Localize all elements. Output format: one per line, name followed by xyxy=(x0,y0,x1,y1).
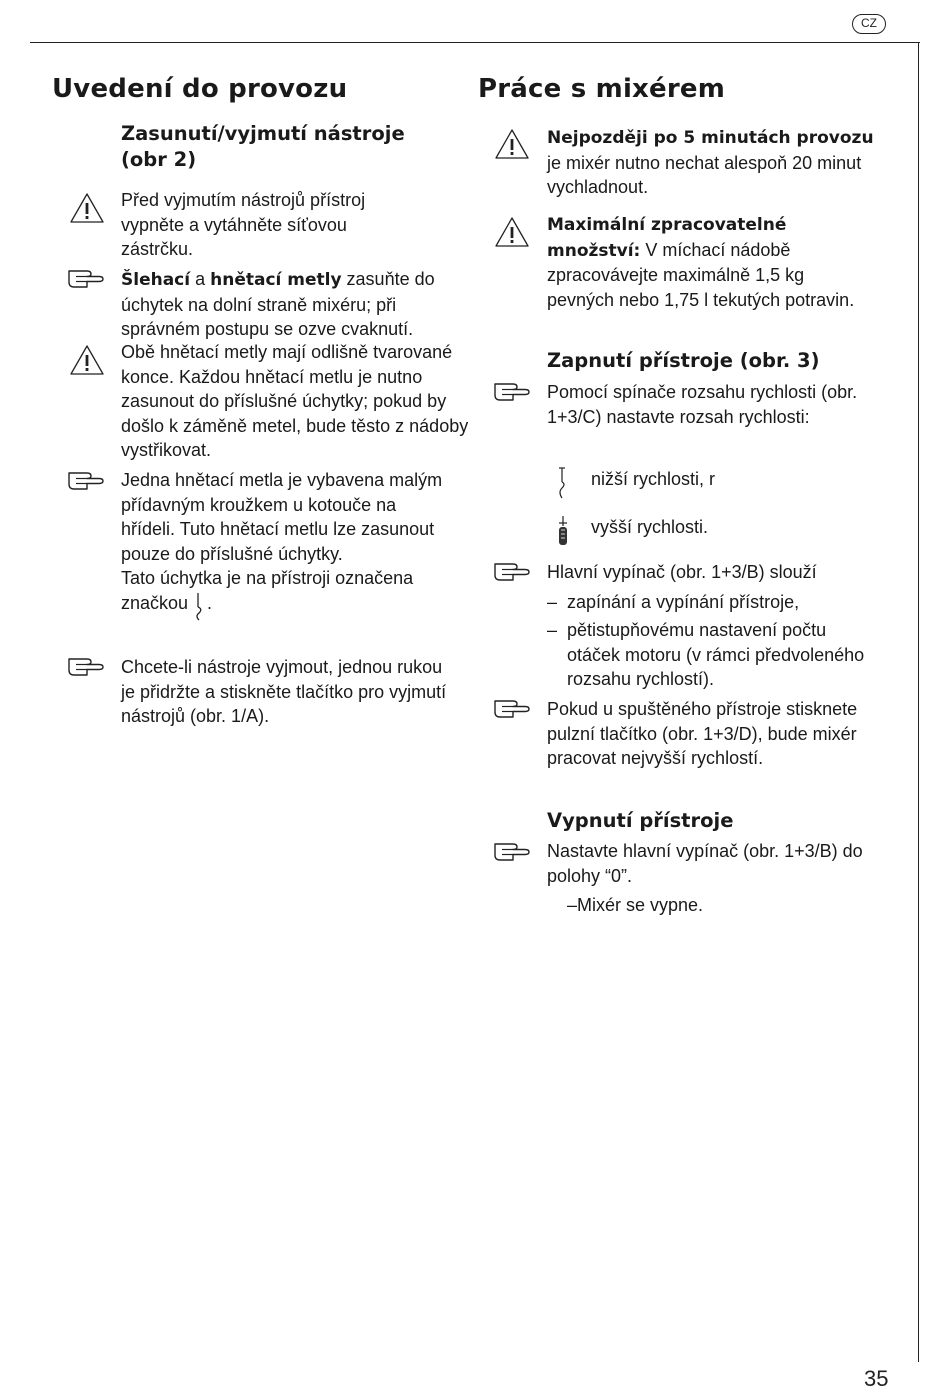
warning-remove-tools xyxy=(121,188,421,262)
right-rule xyxy=(918,42,919,1362)
hook-symbol-icon xyxy=(193,591,207,621)
step-pulse-button xyxy=(547,697,892,771)
step-text: Jedna hnětací metla je vybavena malým přídavným kroužkem u kotouče na hřídeli. Tuto hnětací metlu lze zasunout pouze do příslušné úchytky. xyxy=(121,470,443,564)
pointing-hand-icon xyxy=(492,561,532,583)
dough-hook-symbol-icon xyxy=(556,514,570,548)
step-main-switch xyxy=(547,560,887,585)
speed-option-high xyxy=(591,515,841,540)
subsection-title-zapnuti: Zapnutí přístroje (obr. 3) xyxy=(547,349,820,372)
section-title-uvedeni: Uvedení do provozu xyxy=(52,74,348,104)
step-text: Pomocí spínače rozsahu rychlosti (obr. 1+3/C) nastavte rozsah rychlosti: xyxy=(547,382,858,427)
step-text: Pokud u spuštěného přístroje stisknete pulzní tlačítko (obr. 1+3/D), bude mixér pracovat nejvyšší rychlostí. xyxy=(547,699,858,768)
whisk-symbol-icon xyxy=(556,466,570,500)
step-hook-with-ring: Jedna hnětací metla je vybavena malým přídavným kroužkem u kotouče na hřídeli. Tuto hnětací metlu lze zasunout pouze do příslušné úchytky. Tato úchytka je na přístroji označena značkou . xyxy=(121,468,451,621)
warning-triangle-icon xyxy=(69,192,105,224)
speed-option-low xyxy=(591,467,841,492)
step-switch-off xyxy=(547,839,892,888)
step-insert-beaters: Šlehací a hnětací metly zasuňte do úchytek na dolní straně mixéru; při správném postupu se ozve cvaknutí. xyxy=(121,269,435,339)
speed-option-text: vyšší rychlosti. xyxy=(591,517,709,537)
step-text: Chcete-li nástroje vyjmout, jednou rukou je přidržte a stiskněte tlačítko pro vyjmutí nástrojů (obr. 1/A). xyxy=(121,657,447,726)
top-rule xyxy=(30,42,920,43)
subsection-title-zasunuti: Zasunutí/vyjmutí nástroje (obr 2) xyxy=(121,122,405,171)
warning-different-hooks xyxy=(121,340,471,463)
step-text: Hlavní vypínač (obr. 1+3/B) slouží xyxy=(547,562,817,582)
warning-text: Obě hnětací metly mají odlišně tvarované konce. Každou hnětací metlu je nutno zasunout do příslušné úchytky; pokud by došlo k záměně metel, bude těsto z nádoby vystřikovat. xyxy=(121,342,469,460)
bold-term-5-minutes: Nejpozději po 5 minutách provozu xyxy=(547,128,874,148)
pointing-hand-icon xyxy=(492,698,532,720)
result-text: –Mixér se vypne. xyxy=(567,895,704,915)
pointing-hand-icon xyxy=(66,470,106,492)
warning-triangle-icon xyxy=(69,344,105,376)
speed-option-text: nižší rychlosti, r xyxy=(591,469,716,489)
subsection-title-vypnuti: Vypnutí přístroje xyxy=(547,809,734,832)
pointing-hand-icon xyxy=(492,841,532,863)
page-number: 35 xyxy=(864,1366,889,1391)
warning-triangle-icon xyxy=(494,216,530,248)
list-item: – zapínání a vypínání přístroje, xyxy=(547,592,800,612)
bold-term-max-quantity: Maximální zpracovatelné množství: xyxy=(547,215,787,261)
list-item: – pětistupňovému nastavení počtu otáček motoru (v rámci předvoleného rozsahu rychlostí). xyxy=(547,620,865,689)
bold-term-slehaci: Šlehací xyxy=(121,270,191,290)
step-speed-range xyxy=(547,380,877,429)
warning-cooldown: Nejpozději po 5 minutách provozu je mixér nutno nechat alespoň 20 minut vychladnout. xyxy=(547,128,874,197)
pointing-hand-icon xyxy=(66,268,106,290)
language-badge: CZ xyxy=(852,14,886,34)
step-remove-tools xyxy=(121,655,461,729)
section-title-prace: Práce s mixérem xyxy=(478,74,726,104)
pointing-hand-icon xyxy=(66,656,106,678)
warning-text: Před vyjmutím nástrojů přístroj vypněte a vytáhněte síťovou zástrčku. xyxy=(121,190,366,259)
pointing-hand-icon xyxy=(492,381,532,403)
warning-max-quantity: Maximální zpracovatelné množství: V míchací nádobě zpracovávejte maximálně 1,5 kg pevných nebo 1,75 l tekutých potravin. xyxy=(547,215,855,310)
step-text: Nastavte hlavní vypínač (obr. 1+3/B) do polohy “0”. xyxy=(547,841,863,886)
bold-term-hnetaci: hnětací metly xyxy=(210,270,342,290)
warning-triangle-icon xyxy=(494,128,530,160)
result-switch-off xyxy=(567,893,867,918)
